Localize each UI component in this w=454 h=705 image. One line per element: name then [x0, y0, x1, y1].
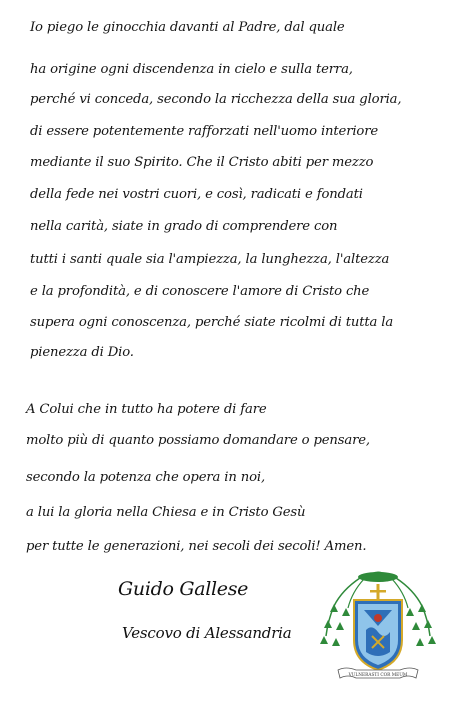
tassels-right: [406, 604, 436, 646]
letter-line: perché vi conceda, secondo la ricchezza della sua gloria,: [30, 92, 402, 107]
galero-crown: [366, 572, 390, 578]
signature-title: Vescovo di Alessandria: [122, 624, 292, 642]
letter-line: A Colui che in tutto ha potere di fare: [26, 402, 267, 417]
heart-charge: [374, 614, 382, 622]
letter-line: per tutte le generazioni, nei secoli dei secoli! Amen.: [26, 539, 367, 554]
signature-name: Guido Gallese: [118, 578, 249, 600]
letter-line: ha origine ogni discendenza in cielo e sulla terra,: [30, 62, 353, 77]
letter-line: a lui la gloria nella Chiesa e in Cristo Gesù: [26, 505, 306, 520]
letter-line: molto più di quanto possiamo domandare o pensare,: [26, 433, 370, 448]
letter-line: Io piego le ginocchia davanti al Padre, dal quale: [30, 20, 345, 35]
letter-line: della fede nei vostri cuori, e così, radicati e fondati: [30, 187, 363, 202]
signature-block: [118, 576, 298, 666]
letter-line: di essere potentemente rafforzati nell'uomo interiore: [30, 124, 379, 139]
letter-line: pienezza di Dio.: [30, 345, 134, 360]
letter-line: e la profondità, e di conoscere l'amore di Cristo che: [30, 284, 370, 299]
letter-line: tutti i santi quale sia l'ampiezza, la lunghezza, l'altezza: [30, 252, 390, 267]
episcopal-coat-of-arms-icon: [316, 566, 440, 684]
tassels-left: [320, 604, 350, 646]
letter-line: supera ogni conoscenza, perché siate ricolmi di tutta la: [30, 315, 394, 330]
letter-line: mediante il suo Spirito. Che il Cristo abiti per mezzo: [30, 155, 374, 170]
motto-text: VULNERASTI COR MEUM: [348, 673, 408, 678]
letter-line: nella carità, siate in grado di comprendere con: [30, 219, 338, 234]
letter-line: secondo la potenza che opera in noi,: [26, 470, 265, 485]
